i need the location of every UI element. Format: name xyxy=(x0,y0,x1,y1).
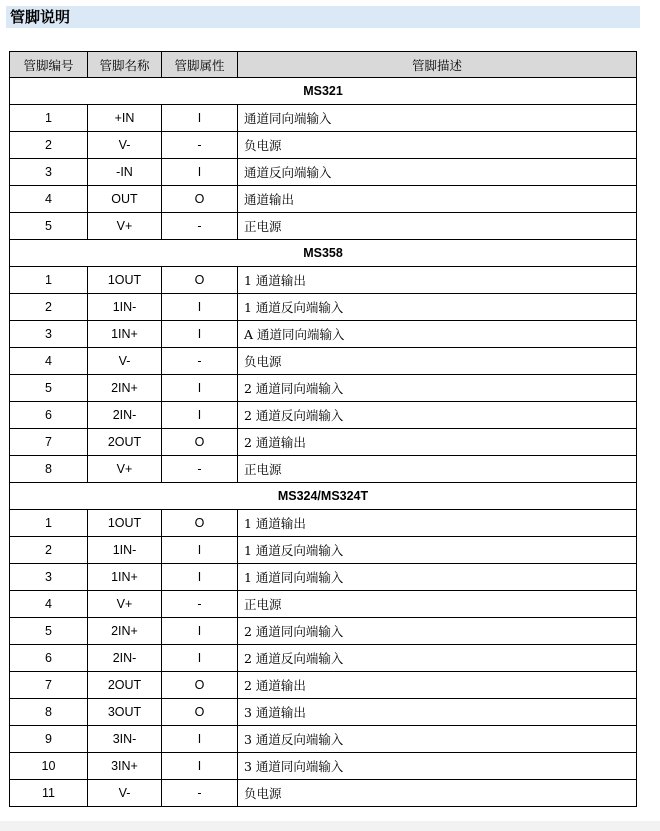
pin-description-cell: A 通道同向端输入 xyxy=(238,321,637,348)
table-row xyxy=(10,726,637,753)
pin-description-cell: 通道输出 xyxy=(238,186,637,213)
pin-number-cell: 5 xyxy=(10,213,88,240)
section-title: 管脚说明 xyxy=(6,6,640,28)
pin-attribute-cell: I xyxy=(162,294,238,321)
group-row xyxy=(10,483,637,510)
table-row xyxy=(10,564,637,591)
pin-number-cell: 4 xyxy=(10,591,88,618)
pin-name-cell: 2OUT xyxy=(88,429,162,456)
table-row xyxy=(10,753,637,780)
table-body xyxy=(10,78,637,807)
pin-number-cell: 3 xyxy=(10,321,88,348)
pin-number-cell: 2 xyxy=(10,132,88,159)
pin-name-cell: +IN xyxy=(88,105,162,132)
pin-attribute-cell: I xyxy=(162,564,238,591)
pin-number-cell: 6 xyxy=(10,645,88,672)
table-row xyxy=(10,591,637,618)
table-row xyxy=(10,348,637,375)
pin-description-cell: 2 通道同向端输入 xyxy=(238,618,637,645)
pin-attribute-cell: - xyxy=(162,132,238,159)
pin-attribute-cell: I xyxy=(162,645,238,672)
pin-attribute-cell: O xyxy=(162,699,238,726)
pin-attribute-cell: I xyxy=(162,618,238,645)
pin-description-cell: 3 通道输出 xyxy=(238,699,637,726)
pin-attribute-cell: I xyxy=(162,375,238,402)
pin-attribute-cell: I xyxy=(162,537,238,564)
table-header-row xyxy=(10,52,637,78)
pin-name-cell: V+ xyxy=(88,456,162,483)
pin-attribute-cell: O xyxy=(162,267,238,294)
table-row xyxy=(10,159,637,186)
pin-description-cell: 1 通道同向端输入 xyxy=(238,564,637,591)
pin-attribute-cell: - xyxy=(162,213,238,240)
table-row xyxy=(10,618,637,645)
header-pin-description: 管脚描述 xyxy=(238,52,637,78)
pin-name-cell: 1IN- xyxy=(88,537,162,564)
pin-name-cell: 2IN- xyxy=(88,402,162,429)
pin-attribute-cell: - xyxy=(162,348,238,375)
table-row xyxy=(10,186,637,213)
group-row xyxy=(10,240,637,267)
pin-attribute-cell: O xyxy=(162,186,238,213)
pin-description-cell: 1 通道输出 xyxy=(238,267,637,294)
pin-name-cell: V- xyxy=(88,780,162,807)
pin-attribute-cell: O xyxy=(162,429,238,456)
pin-description-cell: 正电源 xyxy=(238,456,637,483)
pin-name-cell: V- xyxy=(88,132,162,159)
group-title: MS358 xyxy=(10,240,637,267)
table-row xyxy=(10,375,637,402)
pin-name-cell: 2IN+ xyxy=(88,618,162,645)
pin-description-cell: 负电源 xyxy=(238,132,637,159)
pin-description-cell: 通道同向端输入 xyxy=(238,105,637,132)
pin-name-cell: 1IN- xyxy=(88,294,162,321)
pin-attribute-cell: I xyxy=(162,402,238,429)
pin-attribute-cell: I xyxy=(162,321,238,348)
pin-number-cell: 3 xyxy=(10,159,88,186)
pin-number-cell: 1 xyxy=(10,267,88,294)
table-row xyxy=(10,429,637,456)
pin-number-cell: 7 xyxy=(10,429,88,456)
group-row xyxy=(10,78,637,105)
pin-attribute-cell: - xyxy=(162,456,238,483)
pin-name-cell: 2IN+ xyxy=(88,375,162,402)
pin-attribute-cell: I xyxy=(162,105,238,132)
pin-attribute-cell: O xyxy=(162,510,238,537)
pin-name-cell: 1IN+ xyxy=(88,321,162,348)
pin-description-cell: 2 通道输出 xyxy=(238,429,637,456)
table-row xyxy=(10,645,637,672)
table-row xyxy=(10,672,637,699)
pin-name-cell: 1OUT xyxy=(88,267,162,294)
table-row xyxy=(10,510,637,537)
pin-attribute-cell: - xyxy=(162,780,238,807)
pin-name-cell: V- xyxy=(88,348,162,375)
pin-number-cell: 11 xyxy=(10,780,88,807)
table-row xyxy=(10,321,637,348)
pin-description-cell: 负电源 xyxy=(238,780,637,807)
group-title: MS321 xyxy=(10,78,637,105)
pin-number-cell: 2 xyxy=(10,294,88,321)
pin-number-cell: 9 xyxy=(10,726,88,753)
pin-description-cell: 通道反向端输入 xyxy=(238,159,637,186)
pin-attribute-cell: I xyxy=(162,753,238,780)
pin-name-cell: 3OUT xyxy=(88,699,162,726)
header-pin-attribute: 管脚属性 xyxy=(162,52,238,78)
pin-number-cell: 8 xyxy=(10,699,88,726)
pin-name-cell: 3IN- xyxy=(88,726,162,753)
pin-attribute-cell: I xyxy=(162,159,238,186)
pin-number-cell: 5 xyxy=(10,375,88,402)
pin-number-cell: 4 xyxy=(10,348,88,375)
pin-description-cell: 1 通道反向端输入 xyxy=(238,294,637,321)
pin-number-cell: 10 xyxy=(10,753,88,780)
pin-description-cell: 3 通道反向端输入 xyxy=(238,726,637,753)
pin-name-cell: 1OUT xyxy=(88,510,162,537)
pin-number-cell: 1 xyxy=(10,510,88,537)
table-row xyxy=(10,105,637,132)
pin-name-cell: OUT xyxy=(88,186,162,213)
pin-description-cell: 2 通道反向端输入 xyxy=(238,645,637,672)
table-row xyxy=(10,537,637,564)
pin-number-cell: 3 xyxy=(10,564,88,591)
table-row xyxy=(10,294,637,321)
table-row xyxy=(10,780,637,807)
pin-name-cell: 2IN- xyxy=(88,645,162,672)
pin-name-cell: 3IN+ xyxy=(88,753,162,780)
pin-description-cell: 2 通道同向端输入 xyxy=(238,375,637,402)
pin-number-cell: 4 xyxy=(10,186,88,213)
pin-number-cell: 2 xyxy=(10,537,88,564)
page-bottom-strip xyxy=(0,821,660,831)
pin-description-cell: 正电源 xyxy=(238,591,637,618)
header-pin-name: 管脚名称 xyxy=(88,52,162,78)
pin-attribute-cell: I xyxy=(162,726,238,753)
pin-number-cell: 1 xyxy=(10,105,88,132)
pin-description-cell: 正电源 xyxy=(238,213,637,240)
pin-description-cell: 2 通道输出 xyxy=(238,672,637,699)
pin-attribute-cell: O xyxy=(162,672,238,699)
pin-description-cell: 负电源 xyxy=(238,348,637,375)
table-row xyxy=(10,132,637,159)
table-row xyxy=(10,213,637,240)
pin-description-cell: 2 通道反向端输入 xyxy=(238,402,637,429)
table-row xyxy=(10,402,637,429)
pin-name-cell: V+ xyxy=(88,213,162,240)
pin-name-cell: -IN xyxy=(88,159,162,186)
pin-number-cell: 8 xyxy=(10,456,88,483)
table-row xyxy=(10,456,637,483)
group-title: MS324/MS324T xyxy=(10,483,637,510)
header-pin-number: 管脚编号 xyxy=(10,52,88,78)
pin-attribute-cell: - xyxy=(162,591,238,618)
pin-name-cell: 2OUT xyxy=(88,672,162,699)
pin-name-cell: V+ xyxy=(88,591,162,618)
pin-description-cell: 1 通道反向端输入 xyxy=(238,537,637,564)
pin-description-cell: 1 通道输出 xyxy=(238,510,637,537)
pin-number-cell: 7 xyxy=(10,672,88,699)
table-row xyxy=(10,699,637,726)
pin-number-cell: 5 xyxy=(10,618,88,645)
table-row xyxy=(10,267,637,294)
pin-name-cell: 1IN+ xyxy=(88,564,162,591)
pin-description-table xyxy=(9,51,637,807)
pin-number-cell: 6 xyxy=(10,402,88,429)
pin-description-cell: 3 通道同向端输入 xyxy=(238,753,637,780)
